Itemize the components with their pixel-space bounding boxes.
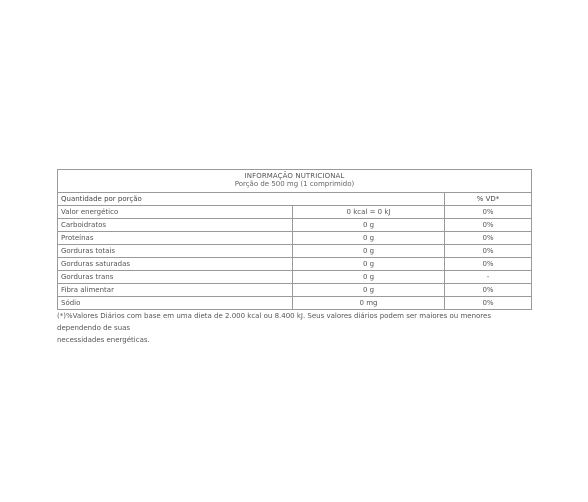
table-row — [58, 257, 532, 270]
nutrient-amount: 0 g — [293, 244, 445, 257]
footnote — [57, 310, 537, 346]
table-row — [58, 218, 532, 231]
nutrient-amount: 0 g — [293, 231, 445, 244]
serving-size: Porção de 500 mg (1 comprimido) — [234, 180, 355, 189]
table-row — [58, 283, 532, 296]
table-title: INFORMAÇÃO NUTRICIONAL — [244, 172, 345, 180]
nutrient-amount: 0 mg — [293, 296, 445, 309]
nutrient-name: Valor energético — [58, 205, 293, 218]
nutrient-name: Gorduras totais — [58, 244, 293, 257]
nutrient-amount: 0 g — [293, 270, 445, 283]
nutrition-facts-panel — [57, 169, 531, 310]
footnote-line: necessidades energéticas. — [57, 336, 150, 344]
column-header-row — [58, 192, 532, 205]
nutrient-vd: 0% — [445, 257, 532, 270]
nutrient-amount: 0 g — [293, 257, 445, 270]
nutrition-table — [57, 169, 532, 310]
nutrient-amount: 0 g — [293, 218, 445, 231]
nutrient-vd: 0% — [445, 205, 532, 218]
table-row — [58, 231, 532, 244]
table-title-cell — [58, 170, 532, 193]
nutrient-name: Carboidratos — [58, 218, 293, 231]
nutrient-vd: 0% — [445, 283, 532, 296]
nutrient-vd: 0% — [445, 231, 532, 244]
nutrient-name: Sódio — [58, 296, 293, 309]
table-row — [58, 205, 532, 218]
nutrient-name: Gorduras saturadas — [58, 257, 293, 270]
table-title-row — [58, 170, 532, 193]
nutrient-amount: 0 kcal = 0 kJ — [293, 205, 445, 218]
column-header-vd: % VD* — [445, 192, 532, 205]
column-header-quantity: Quantidade por porção — [58, 192, 445, 205]
nutrient-amount: 0 g — [293, 283, 445, 296]
nutrient-vd: 0% — [445, 296, 532, 309]
table-row — [58, 244, 532, 257]
nutrient-name: Fibra alimentar — [58, 283, 293, 296]
nutrient-vd: 0% — [445, 244, 532, 257]
nutrient-vd: - — [445, 270, 532, 283]
table-row — [58, 296, 532, 309]
nutrient-vd: 0% — [445, 218, 532, 231]
nutrient-name: Proteínas — [58, 231, 293, 244]
nutrient-name: Gorduras trans — [58, 270, 293, 283]
table-row — [58, 270, 532, 283]
footnote-line: (*)%Valores Diários com base em uma dieta de 2.000 kcal ou 8.400 kJ. Seus valores diários podem ser maiores ou menores dependendo de suas — [57, 312, 491, 332]
